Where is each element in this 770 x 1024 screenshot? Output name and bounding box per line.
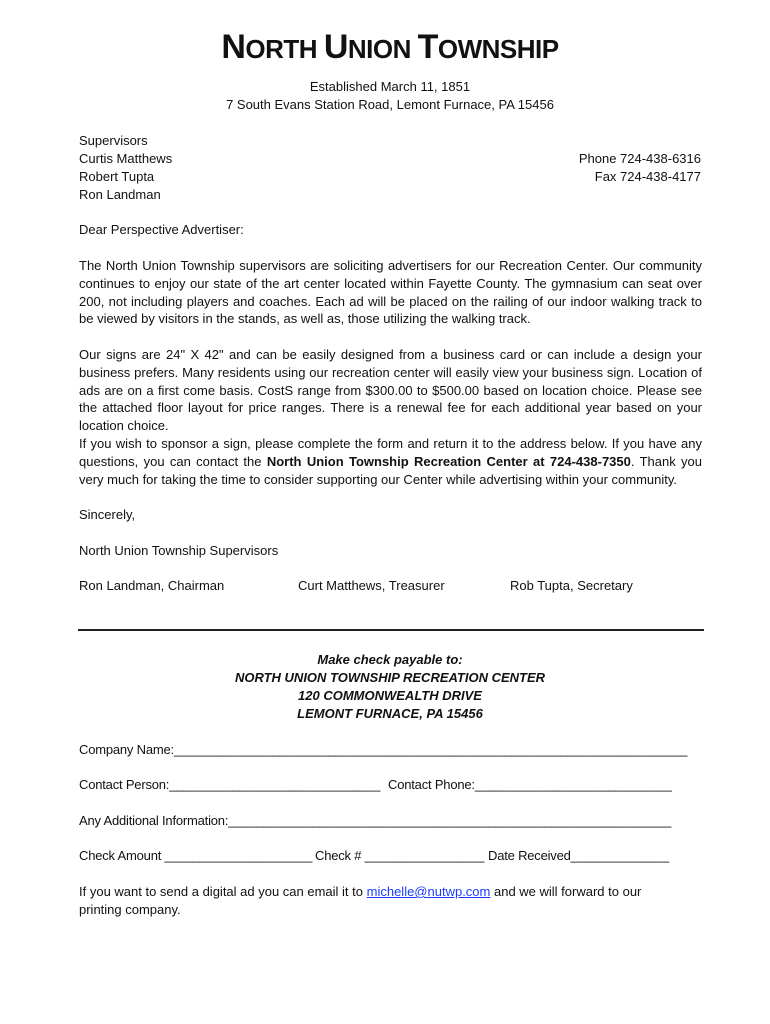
- paragraph-solicitation: The North Union Township supervisors are soliciting advertisers for our Recreation Center. Our community continues to enjoy our state of the art center located within Fayette County. The gymnasium can seat over 200, not including players and coaches. Each ad will be placed on the railing of our indoor walking track to be viewed by visitors in the stands, as well as, those utilizing the walking track.: [79, 258, 702, 327]
- paragraph-sign-details: Our signs are 24" X 42" and can be easily designed from a business card or can include a design your business prefers. Many residents using our recreation center will easily view your business sign. Location of ads are on a first come basis. CostS range from $300.00 to $500.00 based on location choice. Please see the attached floor layout for price ranges. There is a renewal fee for each additional year based on your location choice.: [79, 347, 702, 434]
- digital-ad-instructions: If you want to send a digital ad you can email it to michelle@nutwp.com and we will forward to our printing company.: [79, 884, 642, 917]
- signer-treasurer: Curt Matthews, Treasurer: [298, 578, 445, 593]
- payable-city: LEMONT FURNACE, PA 15456: [297, 706, 483, 721]
- supervisor-name: Curtis Matthews: [79, 151, 173, 166]
- township-address: 7 South Evans Station Road, Lemont Furnace, PA 15456: [226, 97, 554, 112]
- signer-secretary: Rob Tupta, Secretary: [510, 578, 633, 593]
- payable-heading: Make check payable to:: [317, 652, 463, 667]
- check-amount-field[interactable]: Check Amount _____________________: [79, 848, 313, 863]
- payable-street: 120 COMMONWEALTH DRIVE: [298, 688, 482, 703]
- company-name-field[interactable]: Company Name:_________________________________________________________________________: [79, 742, 688, 757]
- date-received-field[interactable]: Date Received______________: [488, 848, 670, 863]
- paragraph-sponsor-instructions: If you wish to sponsor a sign, please complete the form and return it to the address below. If you have any questions, you can contact the North Union Township Recreation Center at 724-438-7350. Thank you very much for taking the time to consider supporting our Center while advertising within your community.: [79, 436, 703, 487]
- payable-name: NORTH UNION TOWNSHIP RECREATION CENTER: [234, 670, 546, 685]
- signoff: North Union Township Supervisors: [79, 543, 279, 558]
- salutation: Dear Perspective Advertiser:: [79, 222, 244, 237]
- supervisor-name: Robert Tupta: [79, 169, 155, 184]
- phone-number: Phone 724-438-6316: [578, 151, 701, 166]
- supervisors-heading: Supervisors: [79, 133, 148, 148]
- page-title: NORTH UNION TOWNSHIP: [221, 28, 559, 66]
- supervisor-name: Ron Landman: [79, 187, 161, 202]
- fax-number: Fax 724-438-4177: [594, 169, 701, 184]
- signer-chairman: Ron Landman, Chairman: [79, 578, 225, 593]
- additional-info-field[interactable]: Any Additional Information:_______________________________________________________________: [79, 813, 672, 828]
- email-link[interactable]: michelle@nutwp.com: [366, 884, 491, 899]
- contact-person-field[interactable]: Contact Person:______________________________: [79, 777, 381, 792]
- closing: Sincerely,: [79, 507, 136, 522]
- check-number-field[interactable]: Check # _________________: [315, 848, 485, 863]
- established-date: Established March 11, 1851: [309, 79, 471, 94]
- section-divider: [78, 629, 704, 631]
- contact-phone-field[interactable]: Contact Phone:____________________________: [388, 777, 672, 792]
- recreation-center-contact: North Union Township Recreation Center at 724-438-7350: [266, 453, 631, 469]
